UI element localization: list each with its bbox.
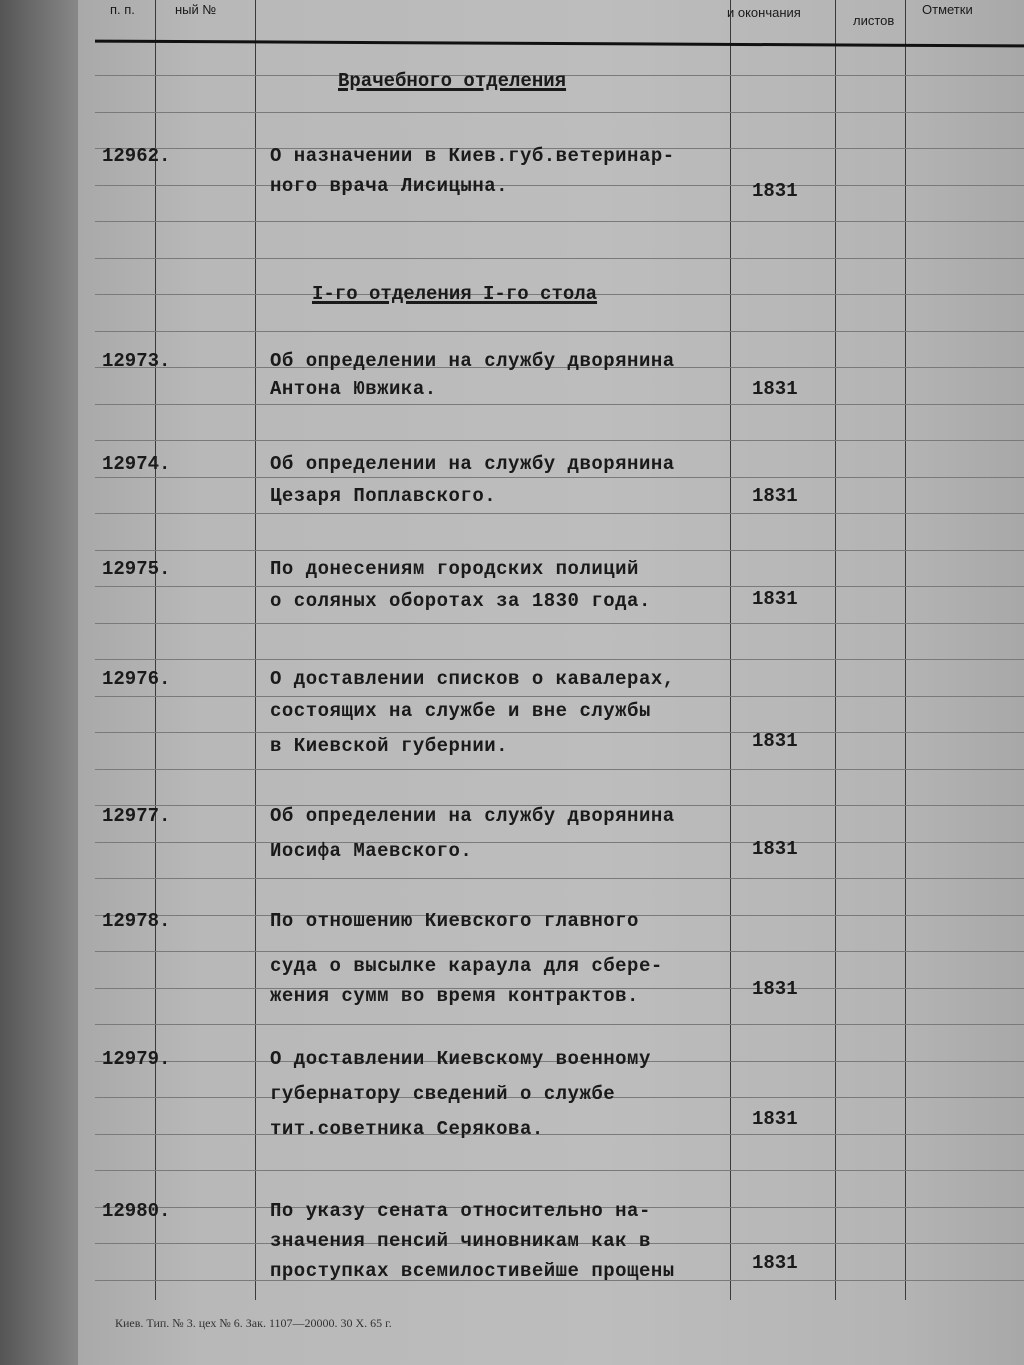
ruled-line	[95, 404, 1024, 405]
entry-year: 1831	[752, 180, 798, 202]
entry-title-line: состоящих на службе и вне службы	[270, 700, 651, 722]
entry-year: 1831	[752, 730, 798, 752]
column-divider	[155, 0, 156, 1300]
ruled-line	[95, 951, 1024, 952]
entry-title-line: По донесениям городских полиций	[270, 558, 639, 580]
ruled-line	[95, 440, 1024, 441]
header-col-notes: Отметки	[922, 2, 973, 17]
ruled-line	[95, 1170, 1024, 1171]
entry-number: 12974.	[102, 453, 171, 475]
entry-title-line: Об определении на службу дворянина	[270, 350, 675, 372]
ruled-line	[95, 1134, 1024, 1135]
ruled-line	[95, 842, 1024, 843]
entry-title-line: жения сумм во время контрактов.	[270, 985, 639, 1007]
ruled-line	[95, 878, 1024, 879]
entry-number: 12977.	[102, 805, 171, 827]
entry-year: 1831	[752, 1108, 798, 1130]
entry-title-line: суда о высылке караула для сбере-	[270, 955, 663, 977]
section-title: Врачебного отделения	[338, 70, 567, 92]
entry-title-line: Цезаря Поплавского.	[270, 485, 497, 507]
header-col-dates: и окончания	[727, 5, 801, 20]
printer-imprint: Киев. Тип. № 3. цех № 6. Зак. 1107—20000. 30 X. 65 г.	[115, 1316, 392, 1330]
header-col-sheets: листов	[853, 13, 895, 28]
entry-year: 1831	[752, 1252, 798, 1274]
entry-number: 12976.	[102, 668, 171, 690]
entry-number: 12973.	[102, 350, 171, 372]
entry-number: 12975.	[102, 558, 171, 580]
entry-number: 12978.	[102, 910, 171, 932]
entry-number: 12980.	[102, 1200, 171, 1222]
header-col-num: п. п.	[110, 2, 135, 17]
entry-title-line: Об определении на службу дворянина	[270, 453, 675, 475]
ruled-line	[95, 258, 1024, 259]
entry-title-line: О назначении в Киев.губ.ветеринар-	[270, 145, 675, 167]
ruled-line	[95, 513, 1024, 514]
column-divider	[255, 0, 256, 1300]
book-binding	[0, 0, 78, 1365]
ruled-line	[95, 221, 1024, 222]
entry-title-line: Антона Ювжика.	[270, 378, 437, 400]
entry-title-line: О доставлении Киевскому военному	[270, 1048, 651, 1070]
entry-number: 12962.	[102, 145, 171, 167]
ruled-line	[95, 550, 1024, 551]
ruled-line	[95, 623, 1024, 624]
entry-year: 1831	[752, 838, 798, 860]
entry-title-line: значения пенсий чиновникам как в	[270, 1230, 651, 1252]
ruled-line	[95, 477, 1024, 478]
ruled-line	[95, 331, 1024, 332]
entry-title-line: в Киевской губернии.	[270, 735, 509, 757]
entry-title-line: Об определении на службу дворянина	[270, 805, 675, 827]
ruled-line	[95, 732, 1024, 733]
entry-title-line: Иосифа Маевского.	[270, 840, 473, 862]
ruled-line	[95, 659, 1024, 660]
header-rule	[95, 40, 1024, 48]
entry-year: 1831	[752, 378, 798, 400]
header-col-inventory: ный №	[175, 2, 217, 17]
section-title: I-го отделения I-го стола	[312, 283, 598, 305]
column-divider	[730, 0, 731, 1300]
column-divider	[905, 0, 906, 1300]
entry-year: 1831	[752, 485, 798, 507]
ruled-line	[95, 112, 1024, 113]
entry-year: 1831	[752, 978, 798, 1000]
entry-title-line: О доставлении списков о кавалерах,	[270, 668, 675, 690]
entry-title-line: ного врача Лисицына.	[270, 175, 509, 197]
entry-title-line: тит.советника Серякова.	[270, 1118, 544, 1140]
ruled-line	[95, 586, 1024, 587]
ruled-line	[95, 185, 1024, 186]
entry-number: 12979.	[102, 1048, 171, 1070]
entry-title-line: губернатору сведений о службе	[270, 1083, 616, 1105]
ruled-line	[95, 1024, 1024, 1025]
ruled-line	[95, 696, 1024, 697]
entry-year: 1831	[752, 588, 798, 610]
entry-title-line: По отношению Киевского главного	[270, 910, 639, 932]
ruled-line	[95, 769, 1024, 770]
entry-title-line: По указу сената относительно на-	[270, 1200, 651, 1222]
entry-title-line: о соляных оборотах за 1830 года.	[270, 590, 651, 612]
column-divider	[835, 0, 836, 1300]
entry-title-line: проступках всемилостивейше прощены	[270, 1260, 675, 1282]
